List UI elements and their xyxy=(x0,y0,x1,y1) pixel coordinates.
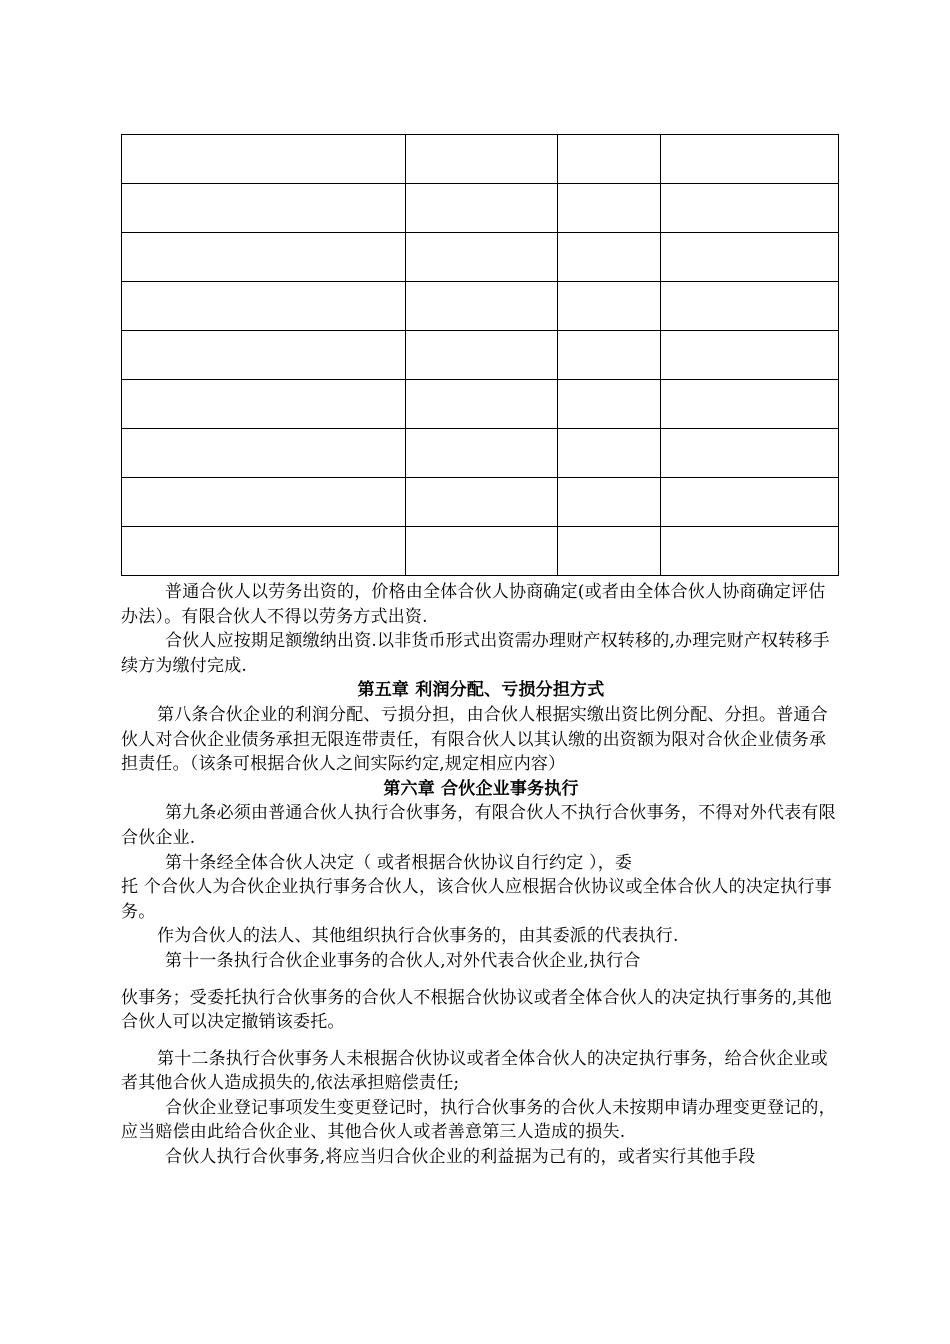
table-cell xyxy=(122,184,406,233)
chapter-five-heading: 第五章 利润分配、亏损分担方式 xyxy=(357,680,605,701)
table-row xyxy=(122,184,839,233)
table-cell xyxy=(406,478,558,527)
table-cell xyxy=(661,135,839,184)
table-row xyxy=(122,331,839,380)
table-cell xyxy=(122,527,406,576)
paragraph-legal-person: 作为合伙人的法人、其他组织执行合伙事务的，由其委派的代表执行. xyxy=(157,926,679,947)
table-cell xyxy=(661,331,839,380)
table-cell xyxy=(406,135,558,184)
table-row xyxy=(122,380,839,429)
paragraph-labor-contribution: 普通合伙人以劳务出资的，价格由全体合伙人协商确定(或者由全体合伙人协商确定评估办法）。有限合伙人不得以劳务方式出资. xyxy=(121,582,826,627)
paragraph-misappropriation: 合伙人执行合伙事务,将应当归合伙企业的利益据为己有的，或者实行其他手段 xyxy=(165,1147,756,1168)
table-cell xyxy=(406,380,558,429)
document-body xyxy=(121,580,841,1170)
table-row xyxy=(122,135,839,184)
capital-contribution-table xyxy=(121,134,839,576)
table-cell xyxy=(122,380,406,429)
chapter-six-heading: 第六章 合伙企业事务执行 xyxy=(383,778,579,799)
table-cell xyxy=(661,380,839,429)
table-cell xyxy=(661,233,839,282)
article-eleven-line2: 伙事务；受委托执行合伙事务的合伙人不根据合伙协议或者全体合伙人的决定执行事务的,其他合伙人可以决定撤销该委托。 xyxy=(121,987,832,1033)
table-cell xyxy=(558,380,661,429)
article-ten-line1: 第十条经全体合伙人决定（ 或者根据合伙协议自行约定 ），委 xyxy=(165,852,633,873)
table-cell xyxy=(122,478,406,527)
article-twelve: 第十二条执行合伙事务人未根据合伙协议或者全体合伙人的决定执行事务，给合伙企业或者其他合伙人造成损失的,依法承担赔偿责任; xyxy=(121,1048,828,1094)
table-cell xyxy=(122,233,406,282)
spacer xyxy=(121,974,841,986)
table-row xyxy=(122,429,839,478)
table-cell xyxy=(122,282,406,331)
table-cell xyxy=(406,184,558,233)
article-eight: 第八条合伙企业的利润分配、亏损分担，由合伙人根据实缴出资比例分配、分担。普通合伙人对合伙企业债务承担无限连带责任，有限合伙人以其认缴的出资额为限对合伙企业债务承担责任。（该条可根据合伙人之间实际约定,规定相应内容） xyxy=(121,704,828,775)
table-cell xyxy=(406,527,558,576)
table-row xyxy=(122,233,839,282)
article-nine: 第九条必须由普通合伙人执行合伙事务，有限合伙人不执行合伙事务，不得对外代表有限合伙企业. xyxy=(121,803,836,848)
table-cell xyxy=(661,429,839,478)
table-cell xyxy=(558,233,661,282)
table-cell xyxy=(122,429,406,478)
table-cell xyxy=(558,429,661,478)
spacer xyxy=(121,1035,841,1047)
table-cell xyxy=(406,429,558,478)
table-cell xyxy=(406,282,558,331)
paragraph-registration-change: 合伙企业登记事项发生变更登记时，执行合伙事务的合伙人未按期申请办理变更登记的，应当赔偿由此给合伙企业、其他合伙人或者善意第三人造成的损失. xyxy=(121,1097,836,1143)
table-cell xyxy=(558,184,661,233)
table-cell xyxy=(406,233,558,282)
table-cell xyxy=(558,331,661,380)
table-cell xyxy=(122,331,406,380)
table-cell xyxy=(558,527,661,576)
paragraph-payment-deadline: 合伙人应按期足额缴纳出资.以非货币形式出资需办理财产权转移的,办理完财产权转移手续方为缴付完成. xyxy=(121,631,830,676)
table-cell xyxy=(558,478,661,527)
table-cell xyxy=(558,282,661,331)
table-cell xyxy=(122,135,406,184)
table-row xyxy=(122,282,839,331)
table-row xyxy=(122,478,839,527)
article-ten-line2: 托 个合伙人为合伙企业执行事务合伙人，该合伙人应根据合伙协议或全体合伙人的决定执行事务。 xyxy=(121,877,832,922)
table-cell xyxy=(558,135,661,184)
table-cell xyxy=(406,331,558,380)
table-cell xyxy=(661,478,839,527)
table-cell xyxy=(661,282,839,331)
table-body xyxy=(122,135,839,576)
table-row xyxy=(122,527,839,576)
article-eleven-line1: 第十一条执行合伙企业事务的合伙人,对外代表合伙企业,执行合 xyxy=(165,950,641,971)
table-cell xyxy=(661,527,839,576)
table-cell xyxy=(661,184,839,233)
